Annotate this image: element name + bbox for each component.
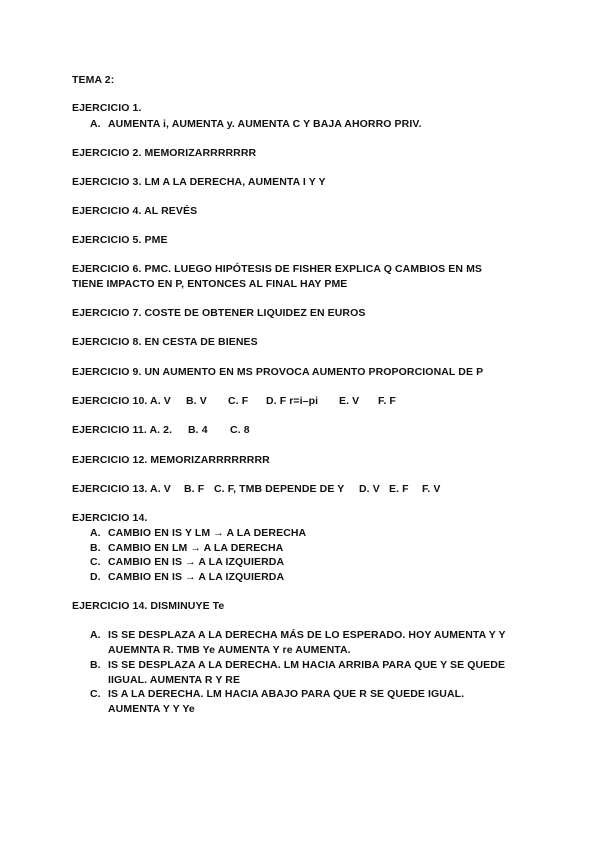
answer-item: C. F bbox=[228, 395, 249, 407]
list-item-text: AUEMNTA R. TMB Ye AUMENTA Y re AUMENTA. bbox=[108, 644, 351, 656]
exercise-4: EJERCICIO 4. AL REVÉS bbox=[72, 205, 198, 217]
list-marker: A. bbox=[90, 629, 101, 641]
list-marker: D. bbox=[90, 571, 101, 583]
answer-item: B. F bbox=[184, 483, 205, 495]
answer-item: B. 4 bbox=[188, 424, 208, 436]
exercise-12: EJERCICIO 12. MEMORIZARRRRRRRR bbox=[72, 454, 270, 466]
exercise-2: EJERCICIO 2. MEMORIZARRRRRRR bbox=[72, 147, 257, 159]
exercise-3: EJERCICIO 3. LM A LA DERECHA, AUMENTA I Y Y bbox=[72, 176, 326, 188]
document-title: TEMA 2: bbox=[72, 74, 115, 86]
answer-item: C. 8 bbox=[230, 424, 250, 436]
exercise-1-heading: EJERCICIO 1. bbox=[72, 102, 142, 114]
list-item-text: CAMBIO EN IS Y LM → A LA DERECHA bbox=[108, 527, 307, 539]
answer-item: E. F bbox=[389, 483, 409, 495]
exercise-7: EJERCICIO 7. COSTE DE OBTENER LIQUIDEZ EN EUROS bbox=[72, 307, 366, 319]
exercise-6-line-1: EJERCICIO 6. PMC. LUEGO HIPÓTESIS DE FISHER EXPLICA Q CAMBIOS EN MS bbox=[72, 263, 483, 275]
list-item-text: IS A LA DERECHA. LM HACIA ABAJO PARA QUE R SE QUEDE IGUAL. bbox=[108, 688, 465, 700]
list-item-text: IS SE DESPLAZA A LA DERECHA. LM HACIA ARRIBA PARA QUE Y SE QUEDE bbox=[108, 659, 506, 671]
exercise-14b-heading: EJERCICIO 14. DISMINUYE Te bbox=[72, 600, 225, 612]
list-marker: C. bbox=[90, 688, 101, 700]
list-item-text: AUMENTA i, AUMENTA y. AUMENTA C Y BAJA AHORRO PRIV. bbox=[108, 118, 422, 130]
answer-item: D. V bbox=[359, 483, 380, 495]
exercise-11-label: EJERCICIO 11. A. 2. bbox=[72, 424, 173, 436]
answer-item: E. V bbox=[339, 395, 360, 407]
list-item-text: CAMBIO EN IS → A LA IZQUIERDA bbox=[108, 556, 285, 568]
list-item-text: CAMBIO EN IS → A LA IZQUIERDA bbox=[108, 571, 285, 583]
list-item-text: AUMENTA Y Y Ye bbox=[108, 703, 195, 715]
list-marker: A. bbox=[90, 118, 101, 130]
exercise-10-label: EJERCICIO 10. A. V bbox=[72, 395, 171, 407]
answer-item: D. F r=i–pi bbox=[266, 395, 319, 407]
list-item-text: CAMBIO EN LM → A LA DERECHA bbox=[108, 542, 284, 554]
exercise-13-label: EJERCICIO 13. A. V bbox=[72, 483, 171, 495]
list-item-text: IIGUAL. AUMENTA R Y RE bbox=[108, 674, 241, 686]
answer-item: B. V bbox=[186, 395, 207, 407]
exercise-9: EJERCICIO 9. UN AUMENTO EN MS PROVOCA AUMENTO PROPORCIONAL DE P bbox=[72, 366, 484, 378]
list-marker: B. bbox=[90, 659, 101, 671]
list-marker: C. bbox=[90, 556, 101, 568]
list-marker: A. bbox=[90, 527, 101, 539]
answer-item: F. V bbox=[422, 483, 441, 495]
answer-item: C. F, TMB DEPENDE DE Y bbox=[214, 483, 345, 495]
exercise-5: EJERCICIO 5. PME bbox=[72, 234, 168, 246]
exercise-6-line-2: TIENE IMPACTO EN P, ENTONCES AL FINAL HAY PME bbox=[72, 278, 348, 290]
exercise-14-heading: EJERCICIO 14. bbox=[72, 512, 148, 524]
list-marker: B. bbox=[90, 542, 101, 554]
exercise-8: EJERCICIO 8. EN CESTA DE BIENES bbox=[72, 336, 258, 348]
list-item-text: IS SE DESPLAZA A LA DERECHA MÁS DE LO ESPERADO. HOY AUMENTA Y Y bbox=[108, 629, 506, 641]
answer-item: F. F bbox=[378, 395, 396, 407]
